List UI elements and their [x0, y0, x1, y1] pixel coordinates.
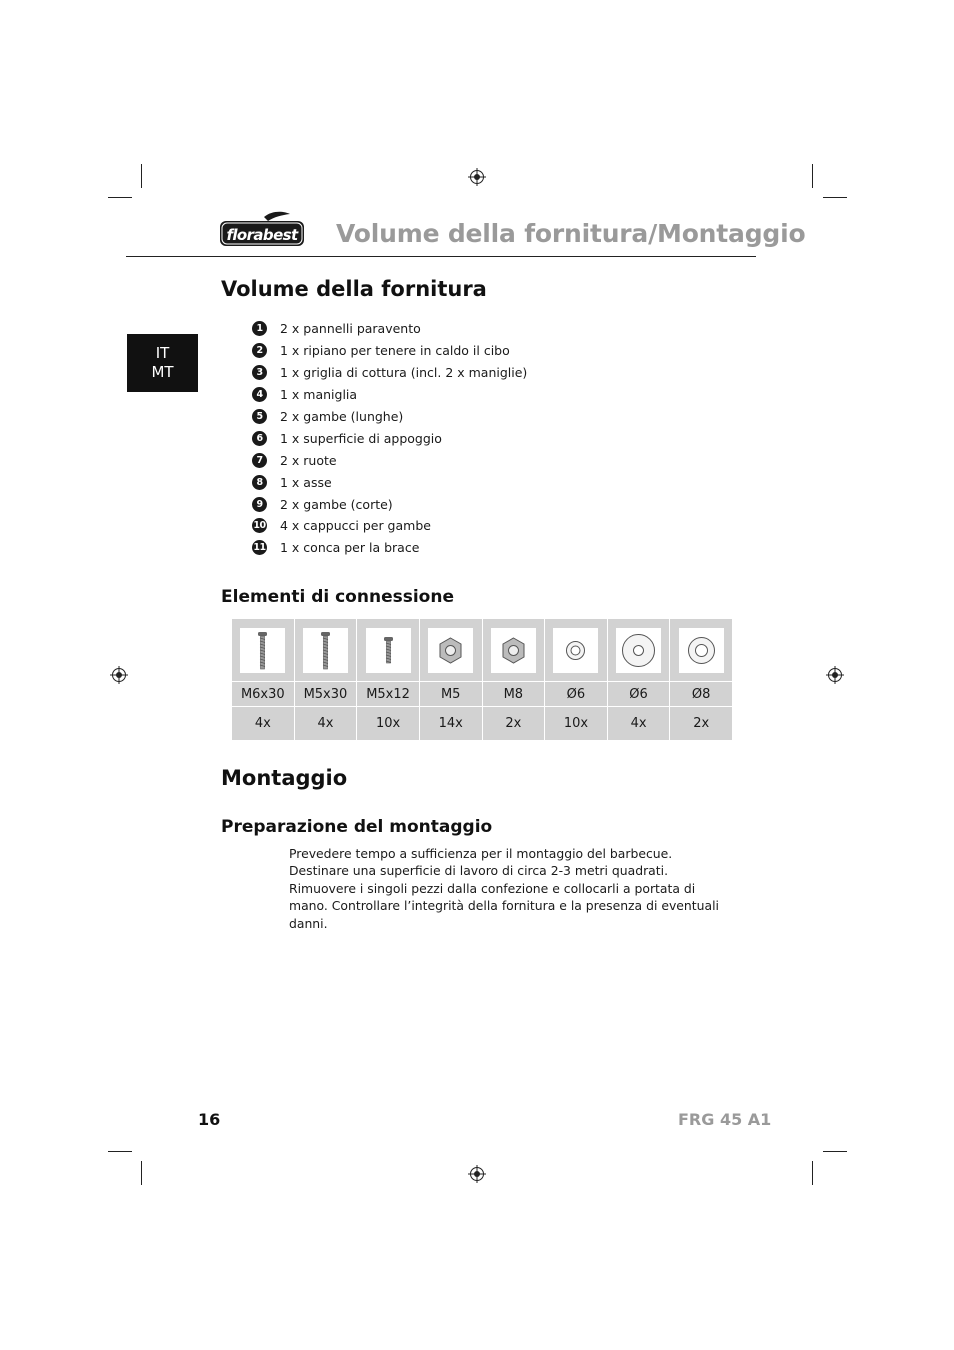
list-item	[252, 340, 527, 362]
table-cell-size: M8	[482, 682, 545, 707]
connection-elements-table	[231, 618, 733, 741]
item-label: 1 x asse	[280, 474, 332, 490]
subsection-heading-preparation: Preparazione del montaggio	[221, 817, 493, 837]
crop-mark	[823, 197, 847, 198]
section-heading-delivery: Volume della fornitura	[221, 277, 487, 301]
hex-nut-icon	[491, 628, 536, 673]
item-number-badge: 3	[252, 365, 267, 380]
large-washer-icon	[616, 628, 661, 673]
table-cell	[232, 619, 295, 682]
body-paragraph: Prevedere tempo a sufficienza per il montaggio del barbecue. Destinare una superficie di lavoro di circa 2-3 metri quadrati. Rimuovere i singoli pezzi dalla confezione e collocarli a portata di mano. Controllare l’integrità della fornitura e la presenza di eventuali danni.	[289, 846, 719, 931]
short-screw-icon	[366, 628, 411, 673]
item-label: 2 x pannelli paravento	[280, 321, 421, 337]
table-cell	[419, 619, 482, 682]
registration-mark-icon	[110, 666, 128, 684]
crop-mark	[812, 164, 813, 188]
list-item	[252, 471, 527, 493]
item-number-badge: 8	[252, 475, 267, 490]
table-cell-size: M6x30	[232, 682, 295, 707]
table-cell-size: Ø6	[545, 682, 608, 707]
list-item	[252, 427, 527, 449]
item-number-badge: 9	[252, 497, 267, 512]
registration-mark-icon	[468, 168, 486, 186]
table-cell-quantity: 4x	[294, 707, 357, 741]
item-label: 1 x superficie di appoggio	[280, 430, 442, 446]
table-cell	[607, 619, 670, 682]
crop-mark	[141, 1161, 142, 1185]
crop-mark	[812, 1161, 813, 1185]
hex-nut-icon	[428, 628, 473, 673]
list-item	[252, 406, 527, 428]
table-cell-size: Ø6	[607, 682, 670, 707]
table-cell-quantity: 10x	[545, 707, 608, 741]
item-number-badge: 5	[252, 409, 267, 424]
table-cell-quantity: 4x	[232, 707, 295, 741]
small-washer-icon	[553, 628, 598, 673]
section-heading-assembly: Montaggio	[221, 766, 348, 790]
list-item	[252, 537, 527, 559]
item-number-badge: 6	[252, 431, 267, 446]
crop-mark	[823, 1151, 847, 1152]
table-cell-quantity: 10x	[357, 707, 420, 741]
table-cell-quantity: 2x	[482, 707, 545, 741]
list-item	[252, 318, 527, 340]
header-divider	[126, 256, 756, 257]
item-label: 2 x ruote	[280, 452, 337, 468]
table-cell	[670, 619, 733, 682]
item-number-badge: 7	[252, 453, 267, 468]
parts-list	[252, 318, 527, 559]
list-item	[252, 493, 527, 515]
item-number-badge: 10	[253, 520, 266, 532]
crop-mark	[141, 164, 142, 188]
table-row-images	[232, 619, 733, 682]
item-label: 2 x gambe (corte)	[280, 496, 393, 512]
language-tab	[127, 334, 198, 392]
table-cell-quantity: 14x	[419, 707, 482, 741]
item-number-badge: 2	[252, 343, 267, 358]
model-number: FRG 45 A1	[678, 1110, 772, 1129]
subsection-heading-connection: Elementi di connessione	[221, 587, 454, 607]
list-item	[252, 362, 527, 384]
table-cell	[357, 619, 420, 682]
item-label: 4 x cappucci per gambe	[280, 518, 431, 534]
long-screw-icon	[240, 628, 285, 673]
list-item	[252, 384, 527, 406]
table-cell	[545, 619, 608, 682]
long-screw-icon	[303, 628, 348, 673]
crop-mark	[108, 197, 132, 198]
table-row-sizes	[232, 682, 733, 707]
list-item	[252, 515, 527, 537]
item-label: 2 x gambe (lunghe)	[280, 409, 404, 424]
table-cell-size: M5x30	[294, 682, 357, 707]
table-cell-size: Ø8	[670, 682, 733, 707]
table-cell-quantity: 2x	[670, 707, 733, 741]
registration-mark-icon	[468, 1165, 486, 1183]
item-label: 1 x maniglia	[280, 387, 358, 403]
table-cell-size: M5	[419, 682, 482, 707]
washer-icon	[679, 628, 724, 673]
table-cell-quantity: 4x	[607, 707, 670, 741]
item-label: 1 x ripiano per tenere in caldo il cibo	[280, 343, 510, 359]
language-code: MT	[151, 363, 174, 381]
registration-mark-icon	[826, 666, 844, 684]
page-number: 16	[198, 1110, 221, 1129]
page-header-title: Volume della fornitura/Montaggio	[336, 219, 806, 248]
item-label: 1 x conca per la brace	[280, 540, 420, 556]
table-cell	[294, 619, 357, 682]
crop-mark	[108, 1151, 132, 1152]
list-item	[252, 449, 527, 471]
florabest-logo	[220, 211, 304, 247]
language-code: IT	[155, 344, 170, 362]
item-number-badge: 11	[253, 542, 266, 554]
logo-text: florabest	[226, 226, 298, 244]
item-number-badge: 1	[252, 321, 267, 336]
table-cell-size: M5x12	[357, 682, 420, 707]
table-row-quantities	[232, 707, 733, 741]
item-number-badge: 4	[252, 387, 267, 402]
table-cell	[482, 619, 545, 682]
item-label: 1 x griglia di cottura (incl. 2 x maniglie)	[280, 365, 528, 381]
